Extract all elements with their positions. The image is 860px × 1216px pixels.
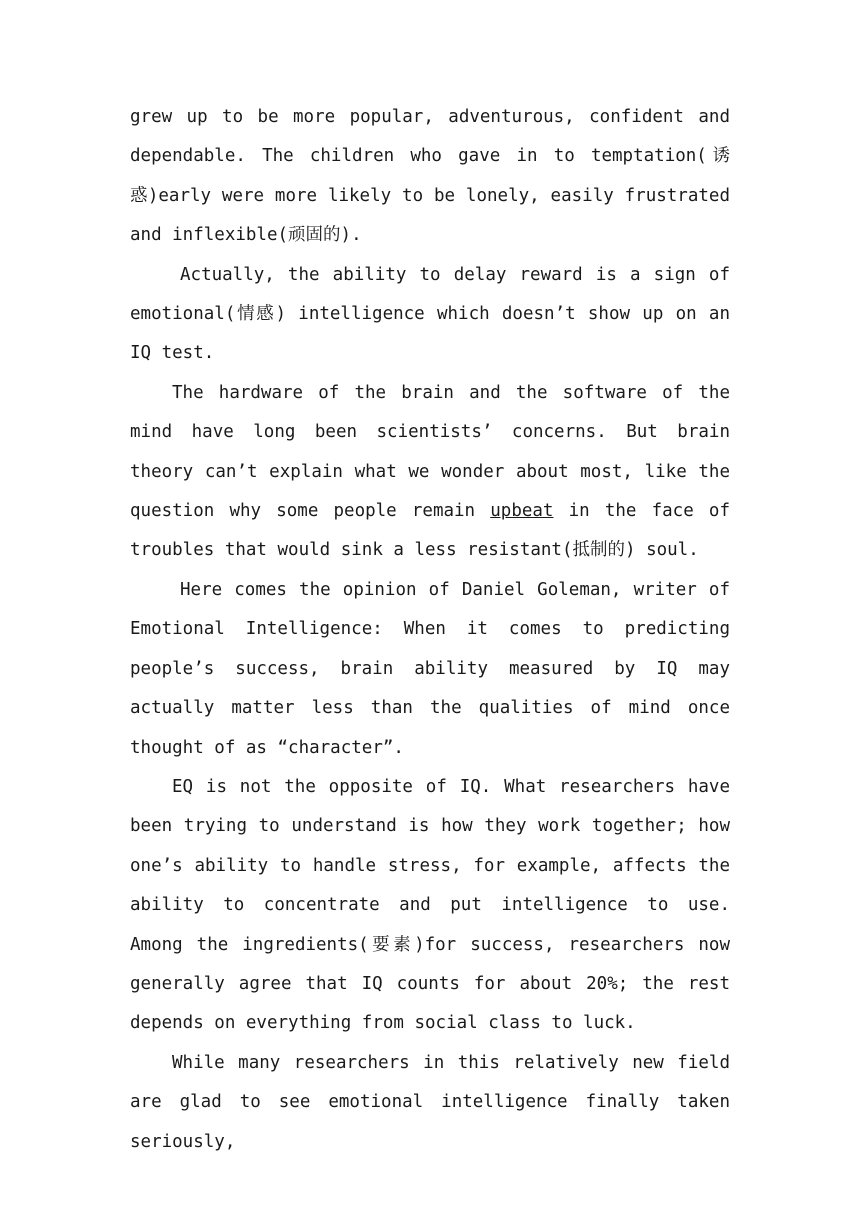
paragraph-goleman-opinion: Here comes the opinion of Daniel Goleman, writer of Emotional Intelligence: When it comes to predicting people’s success, brain ability measured by IQ may actually matter less than the qualities of mind once thought of as “character”. — [130, 579, 730, 758]
paragraph-text-before-upbeat: The hardware of the brain and the software of the mind have long been scientists’ concerns. But brain theory can’t explain what we wonder about most, like the question why some people remain — [130, 382, 730, 522]
paragraph-continuation: grew up to be more popular, adventurous, confident and dependable. The children who gave in to temptation(诱惑)early were more likely to be lonely, easily frustrated and inflexible(顽固的). — [130, 107, 730, 246]
paragraph-delay-reward: Actually, the ability to delay reward is a sign of emotional(情感) intelligence which doesn’t show up on an IQ test. — [130, 264, 730, 364]
paragraph-brain-theory — [130, 374, 730, 571]
paragraph-text-after-upbeat: in the face of troubles that would sink a less resistant(抵制的) soul. — [130, 501, 730, 561]
paragraph-new-field: While many researchers in this relatively new field are glad to see emotional intelligence finally taken seriously, — [130, 1052, 730, 1152]
underlined-word-upbeat: upbeat — [490, 501, 554, 522]
paragraph-eq-vs-iq: EQ is not the opposite of IQ. What researchers have been trying to understand is how they work together; how one’s ability to handle stress, for example, affects the ability to concentrate and put intelligence to use. Among the ingredients(要素)for success, researchers now generally agree that IQ counts for about 20%; the rest depends on everything from social class to luck. — [130, 776, 730, 1034]
article-body — [130, 98, 730, 1162]
